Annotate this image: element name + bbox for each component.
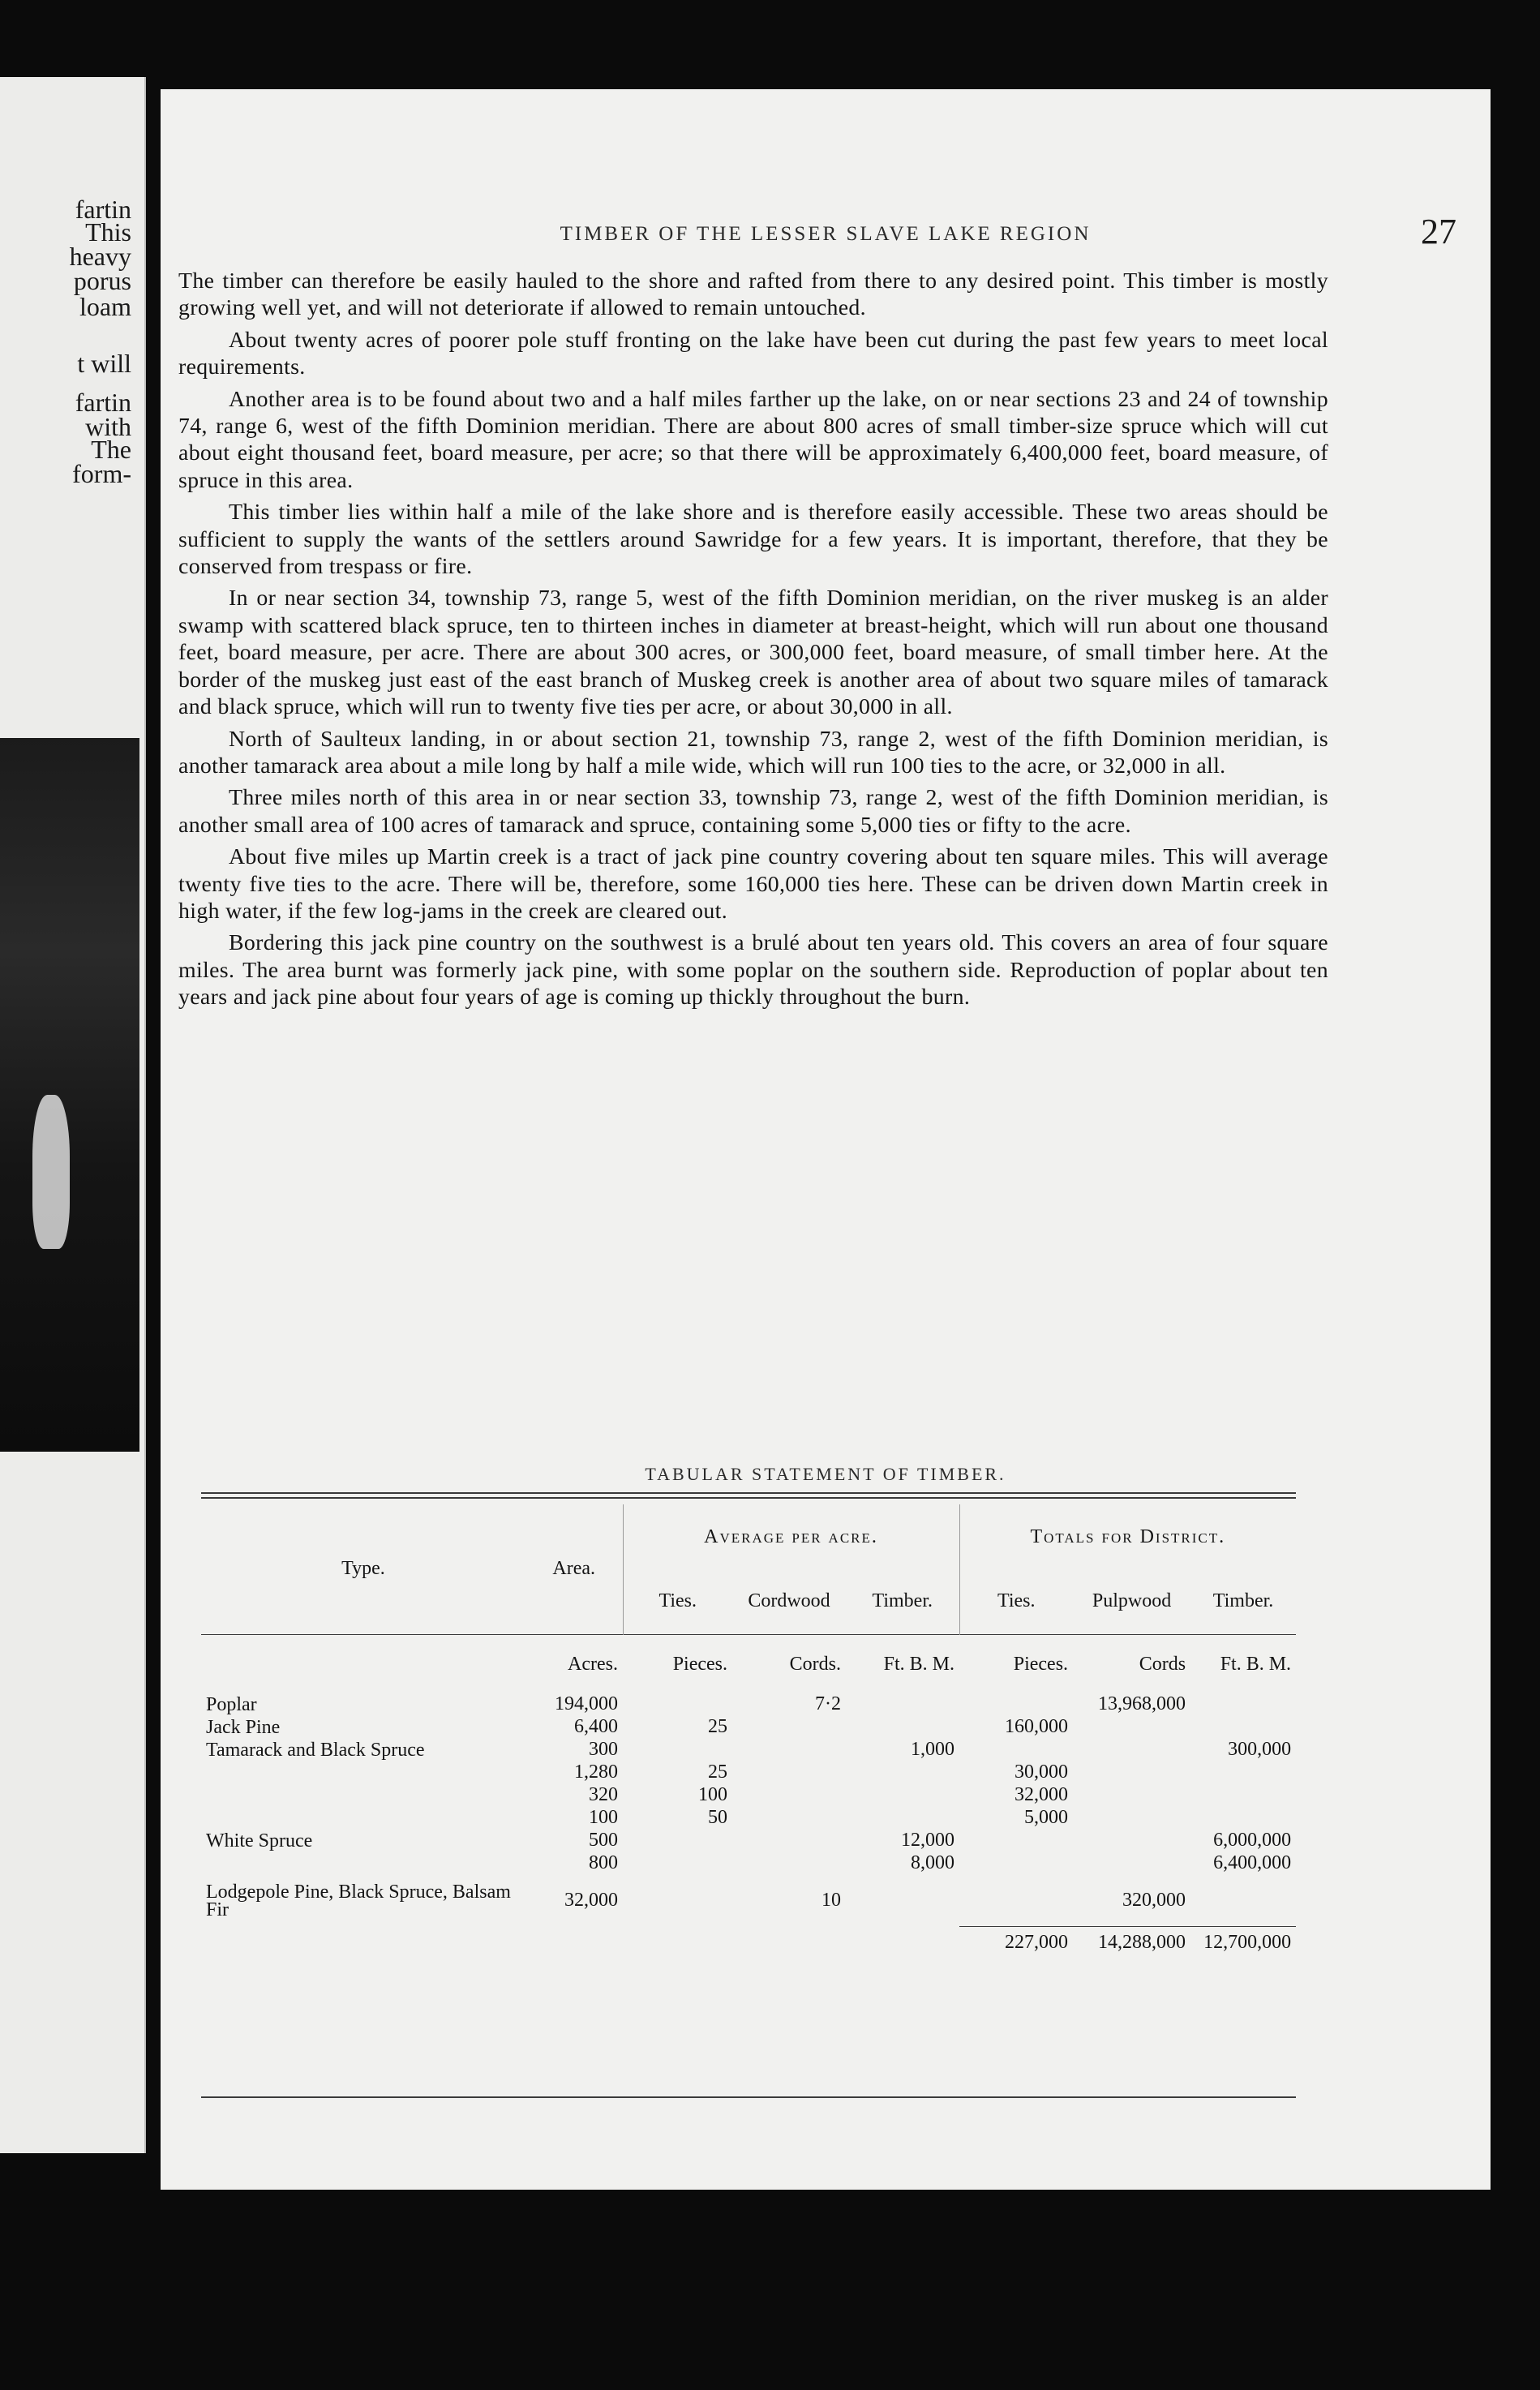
cell-tot-ties [959, 1830, 1073, 1852]
table-top-rule [201, 1492, 1296, 1494]
cell-avg-cordwood [732, 1716, 846, 1739]
cell-tot-pulpwood [1073, 1716, 1190, 1739]
previous-page-word: form- [72, 459, 131, 488]
cell-tot-timber [1190, 1761, 1296, 1784]
previous-page-word: The [91, 435, 131, 464]
table-bottom-rule [201, 2096, 1296, 2098]
paragraph: Three miles north of this area in or near section 33, township 73, range 2, west of the fifth Dominion meridian, is another small area of 100 acres of tamarack and spruce, containing some 5,000 ties or fifty to the acre. [178, 785, 1328, 838]
cell-area: 32,000 [564, 1890, 618, 1911]
table-top-rule-2 [201, 1497, 1296, 1499]
cell-avg-timber: 8,000 [911, 1852, 955, 1873]
cell-tot-ties: 160,000 [1005, 1716, 1069, 1737]
cell-tot-ties [959, 1739, 1073, 1761]
cell-avg-ties [623, 1739, 732, 1761]
previous-page-word: loam [79, 292, 131, 321]
table-row [201, 1761, 1296, 1784]
cell-avg-ties [623, 1852, 732, 1875]
cell-tot-timber: 6,000,000 [1213, 1830, 1292, 1851]
total-pulpwood: 14,288,000 [1073, 1927, 1190, 1954]
table-title: TABULAR STATEMENT OF TIMBER. [645, 1464, 1006, 1484]
table-row [201, 1784, 1296, 1807]
paragraph: The timber can therefore be easily hauled to the shore and rafted from there to any desired point. This timber is mostly growing well yet, and will not deteriorate if allowed to remain untouched. [178, 268, 1328, 321]
document-page [161, 89, 1491, 2190]
paragraph: About twenty acres of poorer pole stuff fronting on the lake have been cut during the past few years to meet local requirements. [178, 327, 1328, 380]
cell-avg-cordwood [732, 1784, 846, 1807]
running-head: TIMBER OF THE LESSER SLAVE LAKE REGION [560, 223, 1092, 245]
cell-area: 800 [589, 1852, 618, 1873]
cell-avg-timber [846, 1875, 959, 1927]
paragraph: Bordering this jack pine country on the southwest is a brulé about ten years old. This covers an area of four square miles. The area burnt was formerly jack pine, with some poplar on the southern side. Reproduction of poplar about ten years and jack pine about four years of age is coming up thickly throughout the burn. [178, 930, 1328, 1010]
cell-area: 320 [589, 1784, 618, 1805]
total-ties: 227,000 [959, 1927, 1073, 1954]
header-avg-cordwood: Cordwood [748, 1590, 830, 1612]
header-tot-pulpwood: Pulpwood [1092, 1590, 1172, 1612]
header-tot-ties: Ties. [959, 1569, 1073, 1634]
cell-area: 300 [589, 1739, 618, 1760]
cell-type [201, 1784, 525, 1807]
unit-tot-pulpwood: Cords [1139, 1654, 1186, 1675]
previous-page-photo [0, 738, 139, 1452]
cell-avg-timber [846, 1693, 959, 1716]
cell-avg-ties [623, 1875, 732, 1927]
cell-tot-ties: 5,000 [1024, 1807, 1069, 1828]
cell-type [201, 1852, 525, 1875]
cell-avg-ties: 25 [708, 1716, 727, 1737]
cell-tot-ties [959, 1852, 1073, 1875]
cell-type: Tamarack and Black Spruce [206, 1739, 425, 1761]
body-text [178, 268, 1328, 1016]
cell-avg-ties: 25 [708, 1761, 727, 1783]
page-number: 27 [1421, 212, 1456, 251]
unit-avg-cordwood: Cords. [789, 1654, 841, 1675]
previous-page-word: t will [77, 349, 131, 378]
unit-tot-ties: Pieces. [1013, 1654, 1069, 1675]
paragraph: Another area is to be found about two and a half miles farther up the lake, on or near sections 23 and 24 of township 74, range 6, west of the fifth Dominion meridian. There are about 800 acres of small timber-size spruce which will cut about eight thousand feet, board measure, per acre; so that there will be approximately 6,400,000 feet, board measure, of spruce in this area. [178, 386, 1328, 493]
cell-area: 194,000 [555, 1693, 618, 1714]
previous-page-word: with [85, 412, 131, 441]
unit-tot-timber: Ft. B. M. [1220, 1654, 1292, 1675]
header-avg-timber: Timber. [872, 1590, 933, 1612]
table-row [201, 1875, 1296, 1927]
total-timber: 12,700,000 [1190, 1927, 1296, 1954]
cell-type [201, 1807, 525, 1830]
cell-type [201, 1761, 525, 1784]
previous-page-word: fartin [75, 388, 131, 417]
cell-avg-cordwood [732, 1852, 846, 1875]
header-type: Type. [341, 1558, 385, 1580]
table-row [201, 1693, 1296, 1716]
cell-avg-ties [623, 1830, 732, 1852]
cell-avg-cordwood [732, 1739, 846, 1761]
previous-page-word: fartin [75, 195, 131, 224]
table-row [201, 1739, 1296, 1761]
header-avg-ties: Ties. [623, 1569, 732, 1634]
cell-tot-pulpwood [1073, 1807, 1190, 1830]
cell-avg-ties: 100 [698, 1784, 727, 1805]
photo-highlight [32, 1095, 70, 1249]
cell-tot-ties [959, 1693, 1073, 1716]
cell-tot-pulpwood [1073, 1784, 1190, 1807]
cell-avg-timber [846, 1807, 959, 1830]
cell-tot-pulpwood: 320,000 [1122, 1889, 1186, 1911]
table-row [201, 1830, 1296, 1852]
cell-tot-timber [1190, 1784, 1296, 1807]
cell-tot-ties: 30,000 [1015, 1761, 1069, 1783]
previous-page-word: This [85, 217, 131, 247]
cell-tot-timber [1190, 1716, 1296, 1739]
table-row [201, 1807, 1296, 1830]
cell-avg-timber [846, 1784, 959, 1807]
previous-page-word: porus [73, 266, 131, 295]
cell-tot-pulpwood [1073, 1852, 1190, 1875]
table-row [201, 1852, 1296, 1875]
unit-area: Acres. [568, 1654, 618, 1675]
cell-tot-timber [1190, 1693, 1296, 1716]
cell-type: White Spruce [206, 1830, 313, 1851]
cell-area: 500 [589, 1830, 618, 1851]
unit-avg-timber: Ft. B. M. [883, 1654, 955, 1675]
cell-tot-timber: 300,000 [1228, 1739, 1292, 1760]
cell-area: 6,400 [574, 1716, 618, 1737]
paragraph: About five miles up Martin creek is a tract of jack pine country covering about ten square miles. This will average twenty five ties to the acre. There will be, therefore, some 160,000 ties here. These can be driven down Martin creek in high water, if the few log-jams in the creek are cleared out. [178, 844, 1328, 924]
cell-tot-ties [959, 1875, 1073, 1927]
table-row [201, 1716, 1296, 1739]
cell-avg-timber: 12,000 [901, 1830, 955, 1851]
cell-tot-pulpwood [1073, 1761, 1190, 1784]
paragraph: In or near section 34, township 73, range 5, west of the fifth Dominion meridian, on the river muskeg is an alder swamp with scattered black spruce, ten to thirteen inches in diameter at breast-height, which will run about one thousand feet, board measure, per acre. There are about 300 acres, or 300,000 feet, board measure, of small timber here. At the border of the muskeg just east of the east branch of Muskeg creek is another area of about two square miles of tamarack and black spruce, which will run to twenty five ties per acre, or about 30,000 in all. [178, 586, 1328, 720]
cell-avg-cordwood [732, 1807, 846, 1830]
cell-tot-pulpwood: 13,968,000 [1098, 1693, 1186, 1714]
header-average-per-acre: Average per acre. [623, 1504, 959, 1569]
cell-tot-timber [1190, 1807, 1296, 1830]
cell-type: Lodgepole Pine, Black Spruce, Balsam Fir [206, 1881, 511, 1920]
cell-tot-timber: 6,400,000 [1213, 1852, 1292, 1873]
header-area: Area. [552, 1558, 596, 1580]
cell-tot-pulpwood [1073, 1830, 1190, 1852]
paragraph: North of Saulteux landing, in or about section 21, township 73, range 2, west of the fifth Dominion meridian, is another tamarack area about a mile long by half a mile wide, which will run 100 ties to the acre, or 32,000 in all. [178, 726, 1328, 779]
cell-avg-cordwood [732, 1761, 846, 1784]
unit-avg-ties: Pieces. [672, 1654, 727, 1675]
previous-page-word: heavy [69, 242, 131, 271]
cell-avg-cordwood: 7·2 [815, 1693, 841, 1714]
cell-avg-timber [846, 1716, 959, 1739]
cell-avg-cordwood: 10 [821, 1890, 841, 1911]
cell-tot-timber [1190, 1875, 1296, 1927]
paragraph: This timber lies within half a mile of the lake shore and is therefore easily accessible. These two areas should be sufficient to supply the wants of the settlers around Sawridge for a few years. It is important, therefore, that they be conserved from trespass or fire. [178, 500, 1328, 580]
cell-area: 100 [589, 1807, 618, 1828]
cell-avg-ties [623, 1693, 732, 1716]
cell-avg-ties: 50 [708, 1807, 727, 1828]
cell-type: Jack Pine [206, 1716, 281, 1738]
previous-page-strip [0, 77, 146, 2153]
cell-area: 1,280 [574, 1761, 618, 1783]
cell-tot-pulpwood [1073, 1739, 1190, 1761]
header-totals-for-district: Totals for District. [959, 1504, 1296, 1569]
cell-avg-cordwood [732, 1830, 846, 1852]
cell-type: Poplar [206, 1693, 257, 1715]
header-tot-timber: Timber. [1212, 1590, 1274, 1612]
cell-tot-ties: 32,000 [1015, 1784, 1069, 1805]
timber-table [201, 1504, 1296, 1954]
cell-avg-timber [846, 1761, 959, 1784]
cell-avg-timber: 1,000 [911, 1739, 955, 1760]
